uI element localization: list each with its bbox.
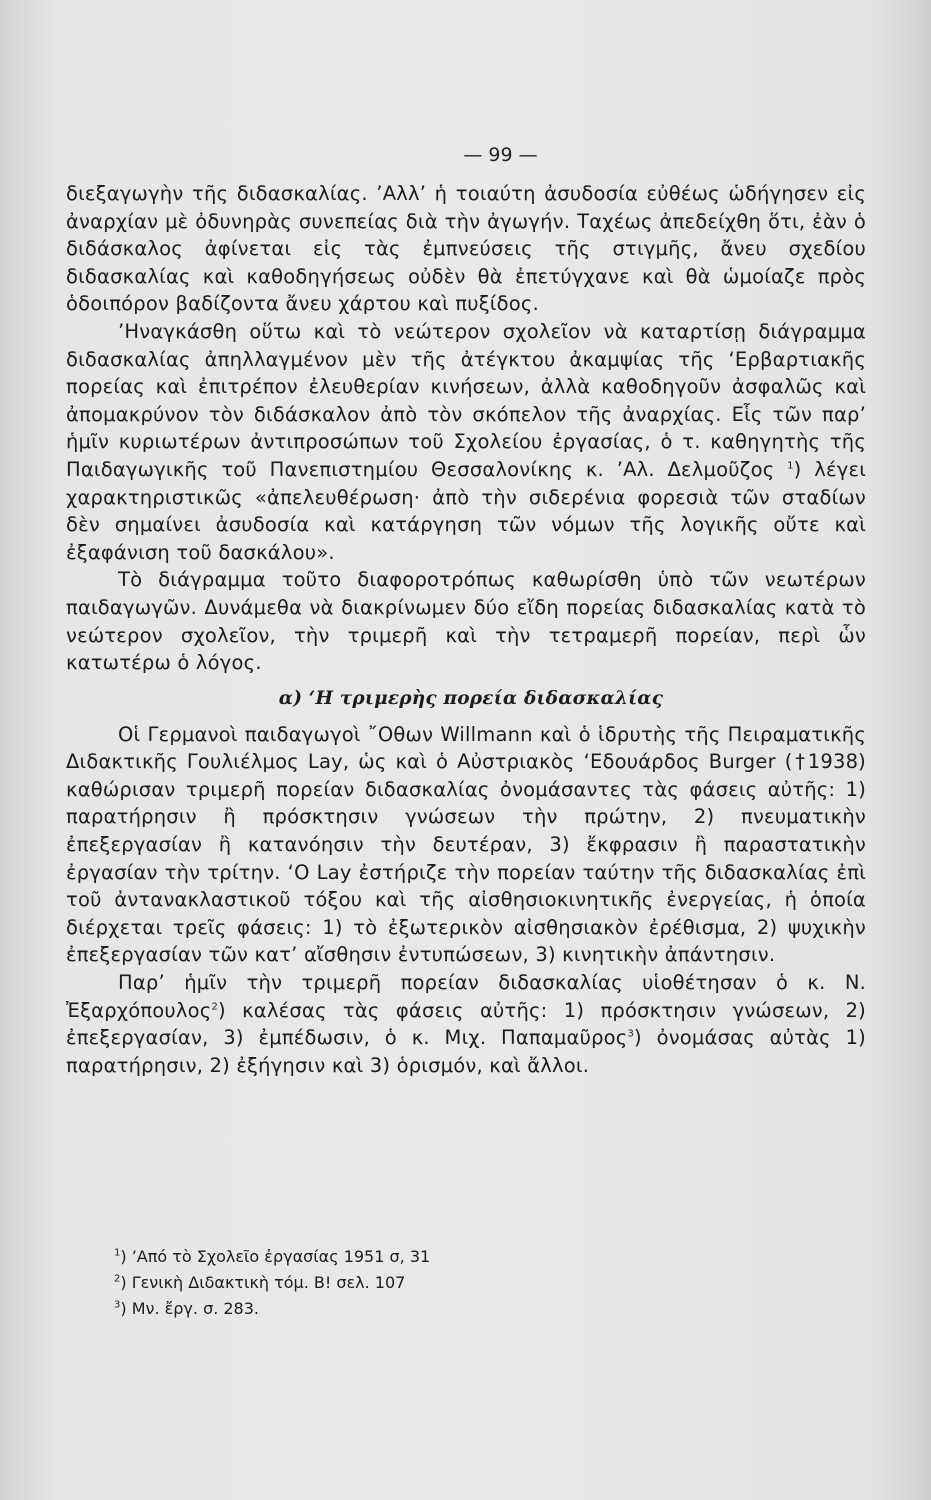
paragraph-5 — [66, 969, 866, 1079]
paragraph-5-text-c: ) ὀνομάσας αὐτὰς 1) παρατήρησιν, 2) ἐξήγησιν καὶ 3) ὁρισμόν, καὶ ἄλλοι. — [66, 1026, 866, 1077]
footnote-mark: 1 — [114, 1247, 121, 1259]
footnote-1 — [114, 1244, 814, 1270]
section-heading: α) ‘Η τριμερὴς πορεία διδασκαλίας — [278, 687, 664, 709]
footnote-ref-2: 2 — [211, 1001, 218, 1013]
paragraph-1: διεξαγωγὴν τῆς διδασκαλίας. ’Αλλ’ ἡ τοιαύτη ἀσυδοσία εὐθέως ὡδήγησεν εἰς ἀναρχίαν μὲ ὀδυνηρὰς συνεπείας διὰ τὴν ἀγωγήν. Ταχέως ἀπεδείχθη ὅτι, ἐὰν ὁ διδάσκαλος ἀφίνεται εἰς τὰς ἐμπνεύσεις τῆς στιγμῆς, ἄνευ σχεδίου διδασκαλίας καὶ καθοδηγήσεως οὐδὲν θὰ ἐπετύγχανε καὶ θὰ ὡμοίαζε πρὸς ὁδοιπόρον βαδίζοντα ἄνευ χάρτου καὶ πυξίδος. — [66, 182, 866, 316]
footnote-text: ) ’Από τὸ Σχολεῖο ἐργασίας 1951 σ, 31 — [120, 1247, 431, 1266]
footnotes — [114, 1244, 814, 1322]
footnote-3 — [114, 1296, 814, 1322]
paragraph-2 — [66, 318, 866, 566]
paragraph-3: Τὸ διάγραμμα τοῦτο διαφοροτρόπως καθωρίσθη ὑπὸ τῶν νεωτέρων παιδαγωγῶν. Δυνάμεθα νὰ διακρίνωμεν δύο εἴδη πορείας διδασκαλίας κατὰ τὸ νεώτερον σχολεῖον, τὴν τριμερῆ καὶ τὴν τετραμερῆ πορείαν, περὶ ὧν κατωτέρω ὁ λόγος. — [66, 568, 866, 675]
footnote-mark: 3 — [114, 1299, 121, 1311]
paragraph-5-text-b: ) καλέσας τὰς φάσεις αὐτῆς: 1) πρόσκτησιν γνώσεων, 2) ἐπεξεργασίαν, 3) ἐμπέδωσιν, ὁ κ. Μιχ. Παπαμαῦρος — [66, 998, 866, 1050]
footnote-ref-1: 1 — [787, 460, 794, 472]
body-text — [66, 180, 866, 1079]
paragraph-2-text-a: ’Ηναγκάσθη οὕτω καὶ τὸ νεώτερον σχολεῖον νὰ καταρτίσῃ διάγραμμα διδασκαλίας ἀπηλλαγμένον μὲν τῆς ἀτέγκτου ἀκαμψίας τῆς ‘Ερβαρτιακῆς πορείας καὶ ἐπιτρέπον ἐλευθερίαν κινήσεων, ἀλλὰ καθοδηγοῦν ἀσφαλῶς καὶ ἀπομακρύνον τὸν διδάσκαλον ἀπὸ τὸν σκόπελον τῆς ἀναρχίας. Εἷς τῶν παρ’ ἡμῖν κυριωτέρων ἀντιπροσώπων τοῦ Σχολείου ἐργασίας, ὁ τ. καθηγητὴς τῆς Παιδαγωγικῆς τοῦ Πανεπιστημίου Θεσσαλονίκης κ. ’Αλ. Δελμοῦζος — [66, 319, 866, 481]
paragraph-5-text-a: Παρ’ ἡμῖν τὴν τριμερῆ πορείαν διδασκαλίας υἱοθέτησαν ὁ κ. Ν. Ἐξαρχόπουλος — [66, 971, 866, 1022]
footnote-ref-3: 3 — [627, 1028, 634, 1040]
footnote-text: ) Μν. ἔργ. σ. 283. — [120, 1299, 259, 1318]
footnote-text: ) Γενικὴ Διδακτικὴ τόμ. Β! σελ. 107 — [120, 1273, 406, 1292]
paragraph-2-text-b: ) λέγει χαρακτηριστικῶς «ἀπελευθέρωση· ἀπὸ τὴν σιδερένια φορεσιὰ τῶν σταδίων δὲν σημαίνει ἀσυδοσία καὶ κατάργηση τῶν νόμων τῆς λογικῆς οὔτε καὶ ἐξαφάνιση τοῦ δασκάλου». — [66, 457, 866, 564]
footnote-mark: 2 — [114, 1273, 121, 1285]
paragraph-4: Οἱ Γερμανοὶ παιδαγωγοὶ ῎Οθων Willmann καὶ ὁ ἱδρυτὴς τῆς Πειραματικῆς Διδακτικῆς Γουλιέλμος Lay, ὡς καὶ ὁ Αὐστριακὸς ‘Εδουάρδος Burger (†1938) καθώρισαν τριμερῆ πορείαν διδασκαλίας ὀνομάσαντες τὰς φάσεις αὐτῆς: 1) παρατήρησιν ἢ πρόσκτησιν γνώσεων τὴν πρώτην, 2) πνευματικὴν ἐπεξεργασίαν ἢ κατανόησιν τὴν δευτέραν, 3) ἔκφρασιν ἢ παραστατικὴν ἐργασίαν τὴν τρίτην. ‘Ο Lay ἐστήριζε τὴν πορείαν ταύτην τῆς διδασκαλίας ἐπὶ τοῦ ἀντανακλαστικοῦ τόξου καὶ τῆς αἰσθησιοκινητικῆς ἐνεργείας, ἡ ὁποία διέρχεται τρεῖς φάσεις: 1) τὸ ἐξωτερικὸν αἰσθησιακὸν ἐρέθισμα, 2) ψυχικὴν ἐπεξεργασίαν τῶν κατ’ αἴσθησιν ἐντυπώσεων, 3) κινητικὴν ἀπάντησιν. — [66, 722, 866, 967]
page-number: — 99 — — [463, 144, 538, 166]
footnote-2 — [114, 1270, 814, 1296]
